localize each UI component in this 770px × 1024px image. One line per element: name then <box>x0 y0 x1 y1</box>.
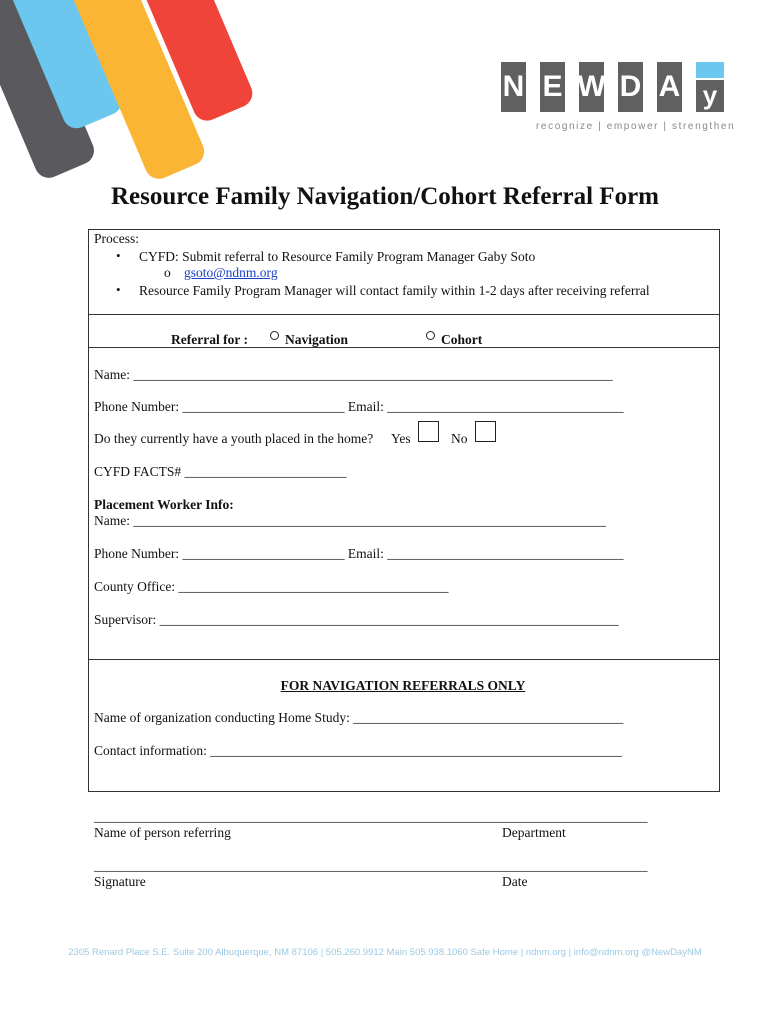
process-item: Resource Family Program Manager will contact family within 1-2 days after receiving referral <box>139 283 650 298</box>
logo-letter: A <box>657 62 682 112</box>
yes-checkbox[interactable] <box>418 421 439 442</box>
cohort-radio[interactable] <box>426 331 435 340</box>
logo-letter: N <box>501 62 526 112</box>
sub-bullet-icon: o <box>164 265 171 280</box>
no-label: No <box>451 431 468 446</box>
signature-line[interactable]: __________________________________________________________________________________ <box>94 809 648 824</box>
divider <box>88 659 720 660</box>
yes-label: Yes <box>391 431 411 446</box>
footer-contact: 2305 Renard Place S.E. Suite 200 Albuquerque, NM 87106 | 505.260.9912 Main 505.938.1060 Safe Home | ndnm.org | info@ndnm.org @NewDayNM <box>68 947 702 958</box>
referral-label: Referral for : <box>171 332 248 347</box>
process-label: Process: <box>94 231 139 246</box>
bullet-icon: • <box>116 248 121 263</box>
supervisor-field[interactable]: Supervisor: ____________________________________________________________________ <box>94 612 619 627</box>
logo-y-letter: y <box>696 80 724 112</box>
department-label: Department <box>502 825 566 840</box>
worker-phone-email-field[interactable]: Phone Number: ________________________ Email: ___________________________________ <box>94 546 624 561</box>
process-box <box>88 229 720 315</box>
facts-field[interactable]: CYFD FACTS# ________________________ <box>94 464 347 479</box>
date-label: Date <box>502 874 528 889</box>
logo-letter: D <box>618 62 643 112</box>
bullet-icon: • <box>116 282 121 297</box>
navigation-only-heading: FOR NAVIGATION REFERRALS ONLY <box>280 678 526 693</box>
name-label: Name of person referring <box>94 825 231 840</box>
navigation-radio[interactable] <box>270 331 279 340</box>
signature-line[interactable]: __________________________________________________________________________________ <box>94 858 648 873</box>
signature-label: Signature <box>94 874 146 889</box>
phone-email-field[interactable]: Phone Number: ________________________ Email: ___________________________________ <box>94 399 624 414</box>
name-field[interactable]: Name: _______________________________________________________________________ <box>94 367 613 382</box>
process-item: CYFD: Submit referral to Resource Family Program Manager Gaby Soto <box>139 249 536 264</box>
county-office-field[interactable]: County Office: ________________________________________ <box>94 579 449 594</box>
worker-heading: Placement Worker Info: <box>94 497 234 512</box>
home-study-field[interactable]: Name of organization conducting Home Study: ________________________________________ <box>94 710 624 725</box>
worker-name-field[interactable]: Name: ______________________________________________________________________ <box>94 513 606 528</box>
logo-tagline: recognize | empower | strengthen <box>536 121 736 132</box>
logo-letter: W <box>579 62 604 112</box>
contact-info-field[interactable]: Contact information: _____________________________________________________________ <box>94 743 622 758</box>
email-link[interactable]: gsoto@ndnm.org <box>184 265 278 280</box>
no-checkbox[interactable] <box>475 421 496 442</box>
youth-question: Do they currently have a youth placed in the home? <box>94 431 374 446</box>
logo-y-mark <box>696 62 724 112</box>
cohort-option-label: Cohort <box>441 332 483 347</box>
navigation-option-label: Navigation <box>285 332 349 347</box>
logo-letter: E <box>540 62 565 112</box>
page-title: Resource Family Navigation/Cohort Referral Form <box>110 183 659 210</box>
